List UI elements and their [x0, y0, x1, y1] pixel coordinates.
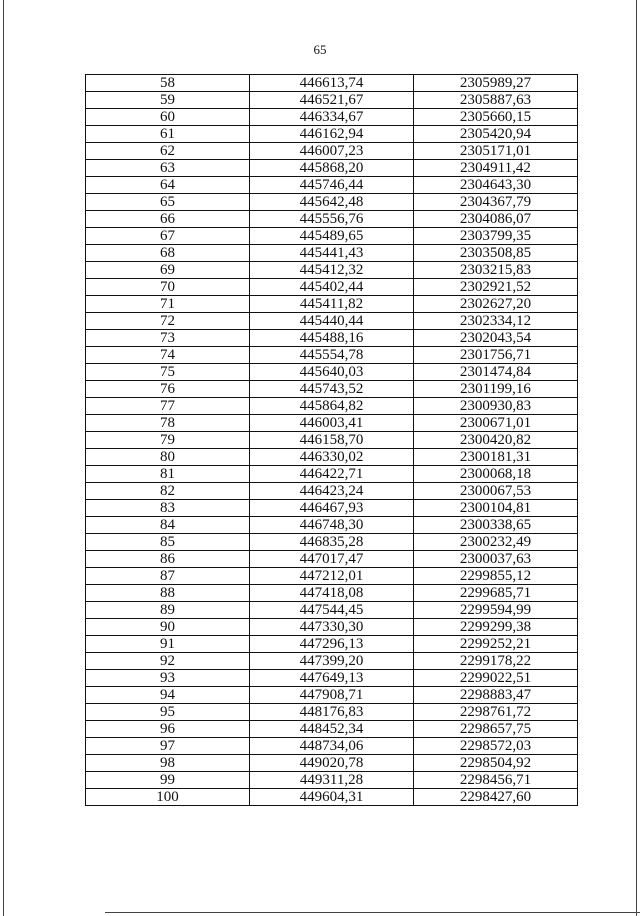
point-number-cell: 89: [86, 602, 250, 619]
x-coordinate-cell: 446158,70: [250, 432, 414, 449]
table-row: [86, 738, 578, 755]
x-coordinate-cell: 446422,71: [250, 466, 414, 483]
y-coordinate-cell: 2300181,31: [414, 449, 578, 466]
x-coordinate-cell: 446334,67: [250, 109, 414, 126]
point-number-cell: 60: [86, 109, 250, 126]
point-number-cell: 58: [86, 75, 250, 92]
y-coordinate-cell: 2300671,01: [414, 415, 578, 432]
x-coordinate-cell: 445489,65: [250, 228, 414, 245]
table-row: [86, 636, 578, 653]
point-number-cell: 92: [86, 653, 250, 670]
x-coordinate-cell: 445642,48: [250, 194, 414, 211]
table-row: [86, 143, 578, 160]
table-row: [86, 670, 578, 687]
x-coordinate-cell: 446162,94: [250, 126, 414, 143]
y-coordinate-cell: 2300930,83: [414, 398, 578, 415]
point-number-cell: 66: [86, 211, 250, 228]
x-coordinate-cell: 445743,52: [250, 381, 414, 398]
x-coordinate-cell: 446423,24: [250, 483, 414, 500]
scan-border-right: [636, 0, 637, 916]
point-number-cell: 67: [86, 228, 250, 245]
x-coordinate-cell: 447212,01: [250, 568, 414, 585]
point-number-cell: 95: [86, 704, 250, 721]
table-row: [86, 449, 578, 466]
y-coordinate-cell: 2303799,35: [414, 228, 578, 245]
x-coordinate-cell: 445556,76: [250, 211, 414, 228]
y-coordinate-cell: 2303508,85: [414, 245, 578, 262]
table-row: [86, 432, 578, 449]
point-number-cell: 100: [86, 789, 250, 806]
y-coordinate-cell: 2303215,83: [414, 262, 578, 279]
y-coordinate-cell: 2298572,03: [414, 738, 578, 755]
table-row: [86, 75, 578, 92]
scan-border-left: [3, 0, 4, 916]
point-number-cell: 91: [86, 636, 250, 653]
y-coordinate-cell: 2302627,20: [414, 296, 578, 313]
point-number-cell: 78: [86, 415, 250, 432]
table-row: [86, 687, 578, 704]
point-number-cell: 62: [86, 143, 250, 160]
x-coordinate-cell: 446467,93: [250, 500, 414, 517]
x-coordinate-cell: 447296,13: [250, 636, 414, 653]
y-coordinate-cell: 2300104,81: [414, 500, 578, 517]
point-number-cell: 85: [86, 534, 250, 551]
point-number-cell: 90: [86, 619, 250, 636]
y-coordinate-cell: 2298427,60: [414, 789, 578, 806]
point-number-cell: 79: [86, 432, 250, 449]
y-coordinate-cell: 2305660,15: [414, 109, 578, 126]
table-row: [86, 92, 578, 109]
table-row: [86, 755, 578, 772]
table-row: [86, 245, 578, 262]
point-number-cell: 88: [86, 585, 250, 602]
table-row: [86, 466, 578, 483]
point-number-cell: 83: [86, 500, 250, 517]
x-coordinate-cell: 447908,71: [250, 687, 414, 704]
table-row: [86, 772, 578, 789]
x-coordinate-cell: 446330,02: [250, 449, 414, 466]
point-number-cell: 65: [86, 194, 250, 211]
point-number-cell: 68: [86, 245, 250, 262]
y-coordinate-cell: 2298883,47: [414, 687, 578, 704]
point-number-cell: 63: [86, 160, 250, 177]
x-coordinate-cell: 449020,78: [250, 755, 414, 772]
y-coordinate-cell: 2302921,52: [414, 279, 578, 296]
point-number-cell: 86: [86, 551, 250, 568]
x-coordinate-cell: 445412,32: [250, 262, 414, 279]
table-row: [86, 313, 578, 330]
point-number-cell: 76: [86, 381, 250, 398]
x-coordinate-cell: 447399,20: [250, 653, 414, 670]
page-number: 65: [313, 42, 327, 57]
y-coordinate-cell: 2304086,07: [414, 211, 578, 228]
y-coordinate-cell: 2299855,12: [414, 568, 578, 585]
y-coordinate-cell: 2300420,82: [414, 432, 578, 449]
table-row: [86, 602, 578, 619]
scan-border-bottom: [105, 912, 640, 913]
x-coordinate-cell: 446003,41: [250, 415, 414, 432]
y-coordinate-cell: 2300068,18: [414, 466, 578, 483]
x-coordinate-cell: 446521,67: [250, 92, 414, 109]
table-row: [86, 347, 578, 364]
y-coordinate-cell: 2299685,71: [414, 585, 578, 602]
y-coordinate-cell: 2299299,38: [414, 619, 578, 636]
table-row: [86, 704, 578, 721]
point-number-cell: 94: [86, 687, 250, 704]
point-number-cell: 81: [86, 466, 250, 483]
table-row: [86, 262, 578, 279]
point-number-cell: 69: [86, 262, 250, 279]
x-coordinate-cell: 445402,44: [250, 279, 414, 296]
point-number-cell: 71: [86, 296, 250, 313]
point-number-cell: 93: [86, 670, 250, 687]
y-coordinate-cell: 2298657,75: [414, 721, 578, 738]
table-row: [86, 296, 578, 313]
y-coordinate-cell: 2304643,30: [414, 177, 578, 194]
y-coordinate-cell: 2304367,79: [414, 194, 578, 211]
y-coordinate-cell: 2301199,16: [414, 381, 578, 398]
table-row: [86, 483, 578, 500]
y-coordinate-cell: 2298504,92: [414, 755, 578, 772]
table-row: [86, 789, 578, 806]
table-row: [86, 568, 578, 585]
x-coordinate-cell: 445868,20: [250, 160, 414, 177]
x-coordinate-cell: 445440,44: [250, 313, 414, 330]
x-coordinate-cell: 445554,78: [250, 347, 414, 364]
x-coordinate-cell: 448452,34: [250, 721, 414, 738]
table-row: [86, 653, 578, 670]
table-row: [86, 551, 578, 568]
table-row: [86, 126, 578, 143]
point-number-cell: 80: [86, 449, 250, 466]
y-coordinate-cell: 2304911,42: [414, 160, 578, 177]
point-number-cell: 99: [86, 772, 250, 789]
point-number-cell: 84: [86, 517, 250, 534]
y-coordinate-cell: 2305171,01: [414, 143, 578, 160]
table-row: [86, 721, 578, 738]
table-row: [86, 211, 578, 228]
coordinates-table-body: [86, 75, 578, 806]
x-coordinate-cell: 447544,45: [250, 602, 414, 619]
y-coordinate-cell: 2298761,72: [414, 704, 578, 721]
y-coordinate-cell: 2300338,65: [414, 517, 578, 534]
x-coordinate-cell: 445864,82: [250, 398, 414, 415]
y-coordinate-cell: 2300037,63: [414, 551, 578, 568]
x-coordinate-cell: 447330,30: [250, 619, 414, 636]
table-row: [86, 177, 578, 194]
point-number-cell: 77: [86, 398, 250, 415]
x-coordinate-cell: 445488,16: [250, 330, 414, 347]
table-row: [86, 364, 578, 381]
x-coordinate-cell: 446613,74: [250, 75, 414, 92]
table-row: [86, 160, 578, 177]
y-coordinate-cell: 2300067,53: [414, 483, 578, 500]
point-number-cell: 96: [86, 721, 250, 738]
coordinates-table: [85, 74, 578, 806]
table-row: [86, 228, 578, 245]
x-coordinate-cell: 448176,83: [250, 704, 414, 721]
point-number-cell: 73: [86, 330, 250, 347]
x-coordinate-cell: 445441,43: [250, 245, 414, 262]
table-row: [86, 415, 578, 432]
point-number-cell: 97: [86, 738, 250, 755]
y-coordinate-cell: 2299594,99: [414, 602, 578, 619]
y-coordinate-cell: 2301474,84: [414, 364, 578, 381]
point-number-cell: 64: [86, 177, 250, 194]
table-row: [86, 585, 578, 602]
x-coordinate-cell: 445746,44: [250, 177, 414, 194]
y-coordinate-cell: 2305989,27: [414, 75, 578, 92]
table-row: [86, 381, 578, 398]
point-number-cell: 74: [86, 347, 250, 364]
point-number-cell: 59: [86, 92, 250, 109]
x-coordinate-cell: 449604,31: [250, 789, 414, 806]
y-coordinate-cell: 2299252,21: [414, 636, 578, 653]
x-coordinate-cell: 447017,47: [250, 551, 414, 568]
y-coordinate-cell: 2299022,51: [414, 670, 578, 687]
table-row: [86, 517, 578, 534]
table-row: [86, 619, 578, 636]
x-coordinate-cell: 447418,08: [250, 585, 414, 602]
table-row: [86, 109, 578, 126]
y-coordinate-cell: 2299178,22: [414, 653, 578, 670]
table-row: [86, 194, 578, 211]
point-number-cell: 72: [86, 313, 250, 330]
table-row: [86, 398, 578, 415]
x-coordinate-cell: 445411,82: [250, 296, 414, 313]
table-row: [86, 330, 578, 347]
x-coordinate-cell: 447649,13: [250, 670, 414, 687]
x-coordinate-cell: 446007,23: [250, 143, 414, 160]
point-number-cell: 98: [86, 755, 250, 772]
table-row: [86, 279, 578, 296]
y-coordinate-cell: 2298456,71: [414, 772, 578, 789]
x-coordinate-cell: 449311,28: [250, 772, 414, 789]
y-coordinate-cell: 2305420,94: [414, 126, 578, 143]
x-coordinate-cell: 446835,28: [250, 534, 414, 551]
table-row: [86, 500, 578, 517]
point-number-cell: 75: [86, 364, 250, 381]
x-coordinate-cell: 445640,03: [250, 364, 414, 381]
y-coordinate-cell: 2305887,63: [414, 92, 578, 109]
y-coordinate-cell: 2300232,49: [414, 534, 578, 551]
table-row: [86, 534, 578, 551]
x-coordinate-cell: 446748,30: [250, 517, 414, 534]
point-number-cell: 87: [86, 568, 250, 585]
y-coordinate-cell: 2302334,12: [414, 313, 578, 330]
y-coordinate-cell: 2302043,54: [414, 330, 578, 347]
point-number-cell: 82: [86, 483, 250, 500]
point-number-cell: 61: [86, 126, 250, 143]
y-coordinate-cell: 2301756,71: [414, 347, 578, 364]
x-coordinate-cell: 448734,06: [250, 738, 414, 755]
point-number-cell: 70: [86, 279, 250, 296]
